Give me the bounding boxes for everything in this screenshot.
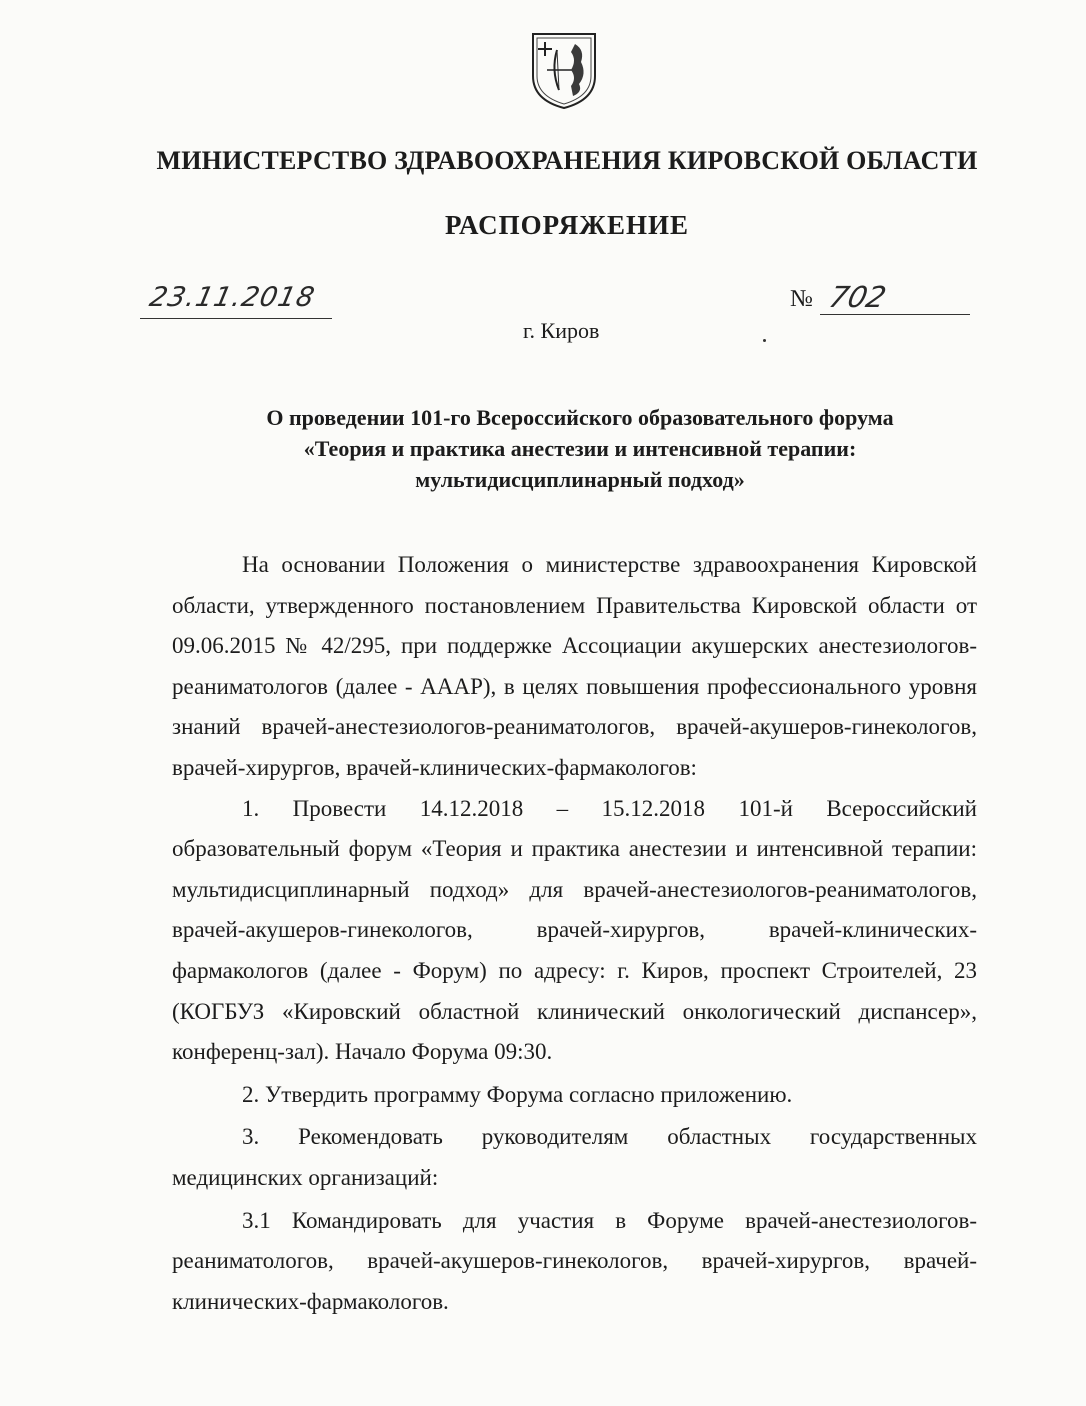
number-sign: № — [790, 286, 813, 312]
date-field — [140, 282, 332, 319]
handwritten-date: 23.11.2018 — [146, 282, 318, 313]
document-type: РАСПОРЯЖЕНИЕ — [444, 210, 690, 240]
number-underline — [820, 282, 970, 315]
ink-dot — [763, 339, 766, 342]
kirov-coat-of-arms-icon — [527, 30, 601, 110]
item-1-paragraph: 1. Провести 14.12.2018 – 15.12.2018 101-й Всероссийский образовательный форум «Теория и практика анестезии и интенсивной терапии: мультидисциплинарный подход» для врачей-анестезиологов-реаниматологов, врачей-акушеров-гинекологов, врачей-хирургов, врачей-клинических-фармакологов (далее - Форум) по адресу: г. Киров, проспект Строителей, 23 (КОГБУЗ «Кировский областной клинический онкологический диспансер», конференц-зал). Начало Форума 09:30. — [172, 795, 977, 1065]
intro-paragraph: На основании Положения о министерстве здравоохранения Кировской области, утвержденного постановлением Правительства Кировской области от 09.06.2015 № 42/295, при поддержке Ассоциации акушерских анестезиологов-реаниматологов (далее - АААР), в целях повышения профессионального уровня знаний врачей-анестезиологов-реаниматологов, врачей-акушеров-гинекологов, врачей-хирургов, врачей-клинических-фармакологов: — [172, 552, 977, 780]
city: г. Киров — [523, 318, 600, 343]
item-2-paragraph: 2. Утвердить программу Форума согласно приложению. — [242, 1081, 793, 1107]
ministry-name: МИНИСТЕРСТВО ЗДРАВООХРАНЕНИЯ КИРОВСКОЙ ОБЛАСТИ — [156, 146, 978, 175]
document-number-field — [790, 282, 972, 318]
item-3-paragraph: 3. Рекомендовать руководителям областных государственных медицинских организаций: — [172, 1124, 977, 1190]
title-line-1: О проведении 101-го Всероссийского образовательного форума — [266, 405, 894, 430]
handwritten-number: 702 — [825, 280, 890, 314]
item-3-1-paragraph: 3.1 Командировать для участия в Форуме врачей-анестезиологов-реаниматологов, врачей-акушеров-гинекологов, врачей-хирургов, врачей-клинических-фармакологов. — [172, 1207, 977, 1314]
title-line-3: мультидисциплинарный подход» — [415, 467, 745, 492]
document-title — [140, 402, 1020, 495]
document-body — [172, 545, 977, 1322]
title-line-2: «Теория и практика анестезии и интенсивной терапии: — [303, 436, 857, 461]
